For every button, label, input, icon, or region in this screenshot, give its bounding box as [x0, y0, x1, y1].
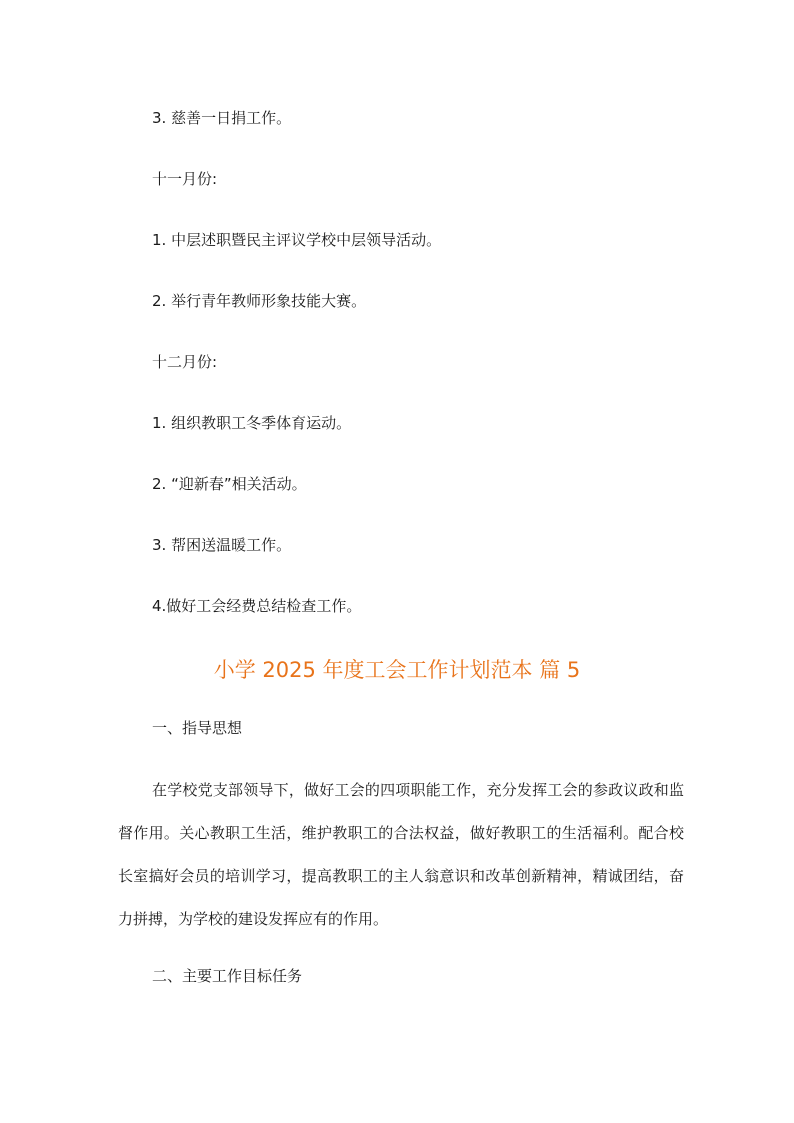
subheading-main-goals: 二、主要工作目标任务: [152, 967, 303, 985]
paragraph-guiding-ideology: 在学校党支部领导下，做好工会的四项职能工作，充分发挥工会的参政议政和监督作用。关心教职工生活，维护教职工的合法权益，做好教职工的生活福利。配合校长室搞好会员的培训学习，提高教职工的主人翁意识和改革创新精神，精诚团结，奋力拼搏，为学校的建设发挥应有的作用。: [118, 781, 684, 928]
month-heading-november: 十一月份:: [152, 170, 218, 188]
list-item-warmth-delivery: 3. 帮困送温暖工作。: [152, 536, 292, 554]
list-item-winter-sports: 1. 组织教职工冬季体育运动。: [152, 414, 352, 432]
list-item-new-year-activities: 2. “迎新春”相关活动。: [152, 475, 307, 493]
list-item-funds-review: 4.做好工会经费总结检查工作。: [152, 597, 362, 615]
list-item-young-teacher-contest: 2. 举行青年教师形象技能大赛。: [152, 292, 367, 310]
list-item-middle-level-review: 1. 中层述职暨民主评议学校中层领导活动。: [152, 231, 442, 249]
list-item-charity-day: 3. 慈善一日捐工作。: [152, 109, 292, 127]
section-title: 小学 2025 年度工会工作计划范本 篇 5: [213, 658, 581, 682]
subheading-guiding-ideology: 一、指导思想: [152, 719, 243, 737]
month-heading-december: 十二月份:: [152, 353, 218, 371]
